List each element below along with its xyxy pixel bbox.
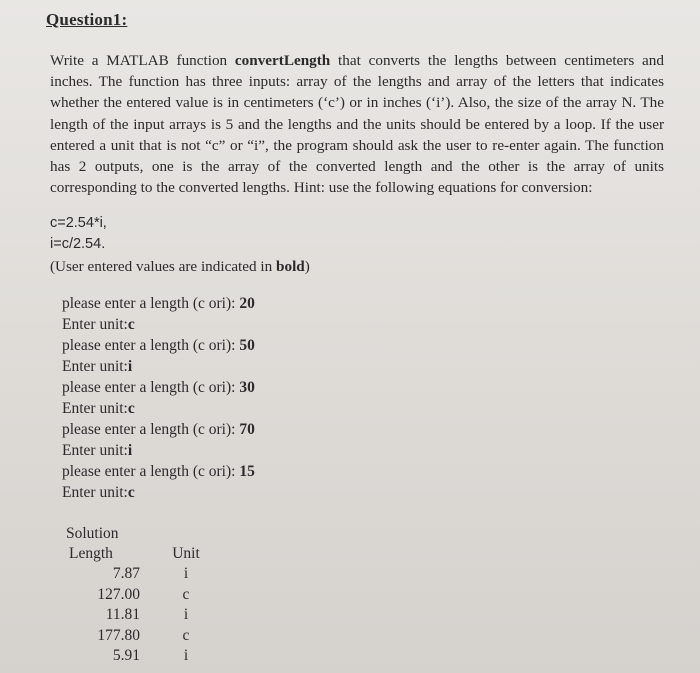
length-cell: 127.00: [97, 585, 140, 603]
solution-table: [66, 544, 218, 666]
session-line: please enter a length (c ori): 30: [62, 379, 255, 396]
description-text-rest: that converts the lengths between centimeters and inches. The function has three inputs: array of the lengths and array of the letters that indicates whether the entered value is in centimeters (‘c’) or in inches (‘i’). Also, the size of the array N. The length of the input arrays is 5 and the lengths and the units should be entered by a loop. If the user entered a unit that is not “c” or “i”, the program should ask the user to re-enter again. The function has 2 outputs, one is the array of the converted length and the other is the array of units corresponding to the converted lengths. Hint: use the following equations for conversion:: [50, 52, 664, 197]
length-cell: 11.81: [105, 606, 140, 624]
table-row: [66, 585, 218, 605]
table-row: [66, 646, 218, 666]
unit-cell: i: [183, 606, 189, 624]
unit-cell: i: [183, 565, 189, 583]
equation-line: i=c/2.54.: [50, 236, 106, 252]
table-row: [66, 564, 218, 584]
unit-cell: c: [182, 585, 190, 603]
table-row: [66, 605, 218, 625]
session-line: Enter unit:c: [62, 400, 135, 417]
unit-cell: c: [182, 626, 190, 644]
length-cell: 177.80: [97, 626, 140, 644]
length-header: Length: [69, 545, 113, 562]
session-line: please enter a length (c ori): 70: [62, 421, 255, 438]
note-text-end: ): [304, 258, 310, 275]
function-name: convertLength: [234, 52, 331, 69]
question-title: Question1:: [46, 10, 128, 29]
sample-session: [62, 293, 255, 503]
description-text-start: Write a MATLAB function: [50, 52, 235, 69]
length-cell: 7.87: [112, 565, 140, 583]
length-cell: 5.91: [112, 647, 140, 665]
table-row: [66, 626, 218, 646]
equation-line: c=2.54*i,: [50, 215, 107, 231]
session-line: Enter unit:i: [62, 442, 133, 459]
table-header-row: [66, 544, 218, 564]
session-line: please enter a length (c ori): 15: [62, 463, 255, 480]
conversion-equations: [50, 213, 107, 255]
session-line: please enter a length (c ori): 20: [62, 295, 255, 312]
note-text: (User entered values are indicated in: [50, 258, 277, 275]
solution-label: Solution: [66, 525, 119, 542]
unit-cell: i: [183, 647, 189, 665]
question-description: [50, 50, 664, 198]
unit-header: Unit: [172, 545, 200, 562]
session-line: Enter unit:c: [62, 484, 135, 501]
session-line: Enter unit:c: [62, 316, 135, 333]
session-line: please enter a length (c ori): 50: [62, 337, 255, 354]
session-line: Enter unit:i: [62, 358, 133, 375]
input-note: [50, 256, 310, 277]
note-bold-word: bold: [276, 258, 305, 275]
